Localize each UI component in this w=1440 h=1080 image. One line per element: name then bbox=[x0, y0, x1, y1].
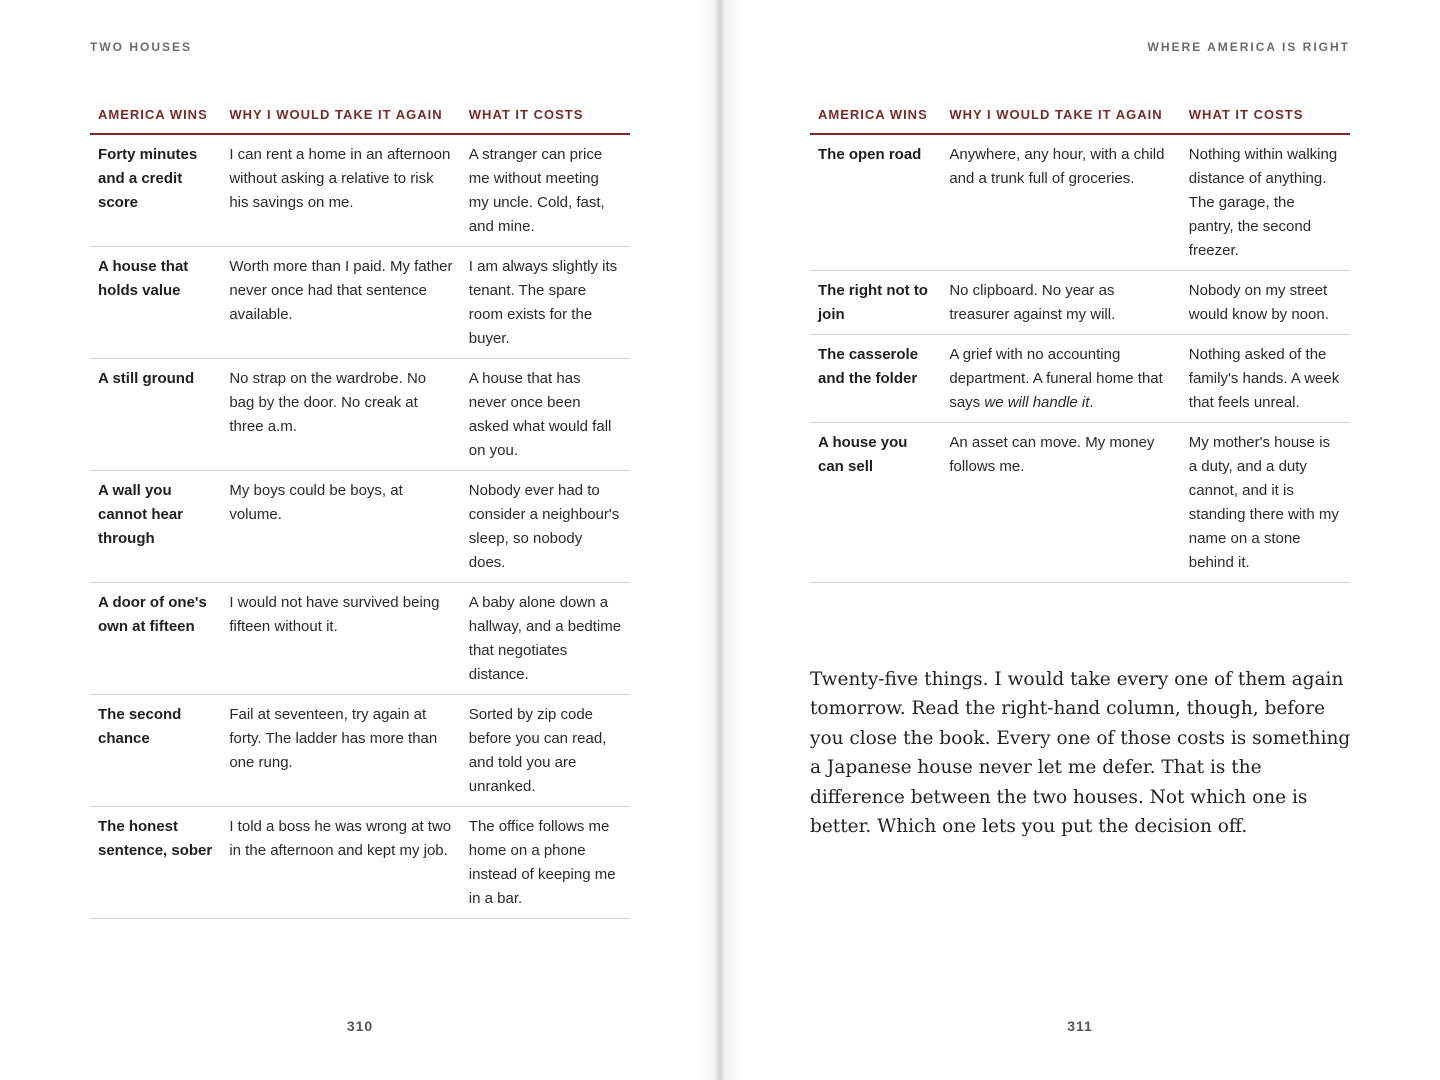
table-row bbox=[810, 134, 1350, 271]
why-cell: Worth more than I paid. My father never once had that sentence available. bbox=[221, 247, 460, 359]
right-costs-table bbox=[810, 96, 1350, 583]
why-cell: Fail at seventeen, try again at forty. The ladder has more than one rung. bbox=[221, 695, 460, 807]
cost-cell: Nobody ever had to consider a neighbour's sleep, so nobody does. bbox=[461, 471, 630, 583]
why-cell: My boys could be boys, at volume. bbox=[221, 471, 460, 583]
left-page-number: 310 bbox=[346, 1018, 374, 1034]
cost-cell: A baby alone down a hallway, and a bedtime that negotiates distance. bbox=[461, 583, 630, 695]
right-running-head: WHERE AMERICA IS RIGHT bbox=[1147, 40, 1350, 54]
why-cell: No clipboard. No year as treasurer against my will. bbox=[941, 271, 1180, 335]
table-row bbox=[90, 471, 630, 583]
header-why-again: WHY I WOULD TAKE IT AGAIN bbox=[221, 96, 460, 134]
why-text-end: . bbox=[1089, 394, 1094, 411]
header-america-wins: AMERICA WINS bbox=[810, 96, 941, 134]
win-cell: A wall you cannot hear through bbox=[90, 471, 221, 583]
header-what-it-costs: WHAT IT COSTS bbox=[461, 96, 630, 134]
why-cell: No strap on the wardrobe. No bag by the door. No creak at three a.m. bbox=[221, 359, 460, 471]
win-cell: Forty minutes and a credit score bbox=[90, 134, 221, 247]
left-running-head: TWO HOUSES bbox=[90, 40, 193, 54]
table-row bbox=[90, 247, 630, 359]
cost-cell: A stranger can price me without meeting my uncle. Cold, fast, and mine. bbox=[461, 134, 630, 247]
why-cell bbox=[941, 335, 1180, 423]
cost-cell: Nobody on my street would know by noon. bbox=[1181, 271, 1350, 335]
why-cell: I would not have survived being fifteen without it. bbox=[221, 583, 460, 695]
table-row bbox=[90, 695, 630, 807]
win-cell: A house that holds value bbox=[90, 247, 221, 359]
header-what-it-costs: WHAT IT COSTS bbox=[1181, 96, 1350, 134]
closing-paragraph: Twenty-five things. I would take every one of them again tomorrow. Read the right-hand column, though, before you close the book. Every one of those costs is something a Japanese house never let me defer. That is the difference between the two houses. Not which one is better. Which one lets you put the decision off. bbox=[810, 668, 1351, 837]
win-cell: The casserole and the folder bbox=[810, 335, 941, 423]
table-header-row bbox=[810, 96, 1350, 134]
table-row bbox=[90, 583, 630, 695]
win-cell: The honest sentence, sober bbox=[90, 807, 221, 919]
table-row bbox=[810, 271, 1350, 335]
why-cell: I told a boss he was wrong at two in the afternoon and kept my job. bbox=[221, 807, 460, 919]
left-costs-table bbox=[90, 96, 630, 919]
header-america-wins: AMERICA WINS bbox=[90, 96, 221, 134]
win-cell: A still ground bbox=[90, 359, 221, 471]
table-row bbox=[90, 134, 630, 247]
table-header-row bbox=[90, 96, 630, 134]
table-row bbox=[810, 423, 1350, 583]
table-row bbox=[90, 807, 630, 919]
cost-cell: Nothing within walking distance of anything. The garage, the pantry, the second freezer. bbox=[1181, 134, 1350, 271]
table-row bbox=[810, 335, 1350, 423]
cost-cell: The office follows me home on a phone instead of keeping me in a bar. bbox=[461, 807, 630, 919]
table-row bbox=[90, 359, 630, 471]
win-cell: The open road bbox=[810, 134, 941, 271]
why-cell: An asset can move. My money follows me. bbox=[941, 423, 1180, 583]
win-cell: The second chance bbox=[90, 695, 221, 807]
right-page-number: 311 bbox=[1067, 1018, 1093, 1034]
cost-cell: Nothing asked of the family's hands. A week that feels unreal. bbox=[1181, 335, 1350, 423]
why-cell: I can rent a home in an afternoon without asking a relative to risk his savings on me. bbox=[221, 134, 460, 247]
cost-cell: I am always slightly its tenant. The spare room exists for the buyer. bbox=[461, 247, 630, 359]
win-cell: A house you can sell bbox=[810, 423, 941, 583]
win-cell: The right not to join bbox=[810, 271, 941, 335]
why-emphasis: we will handle it bbox=[984, 394, 1090, 411]
header-why-again: WHY I WOULD TAKE IT AGAIN bbox=[941, 96, 1180, 134]
cost-cell: My mother's house is a duty, and a duty cannot, and it is standing there with my name on a stone behind it. bbox=[1181, 423, 1350, 583]
win-cell: A door of one's own at fifteen bbox=[90, 583, 221, 695]
why-cell: Anywhere, any hour, with a child and a trunk full of groceries. bbox=[941, 134, 1180, 271]
cost-cell: Sorted by zip code before you can read, and told you are unranked. bbox=[461, 695, 630, 807]
right-page bbox=[720, 0, 1440, 1080]
why-text: A grief with no accounting department. A funeral home that says bbox=[949, 346, 1163, 411]
cost-cell: A house that has never once been asked what would fall on you. bbox=[461, 359, 630, 471]
